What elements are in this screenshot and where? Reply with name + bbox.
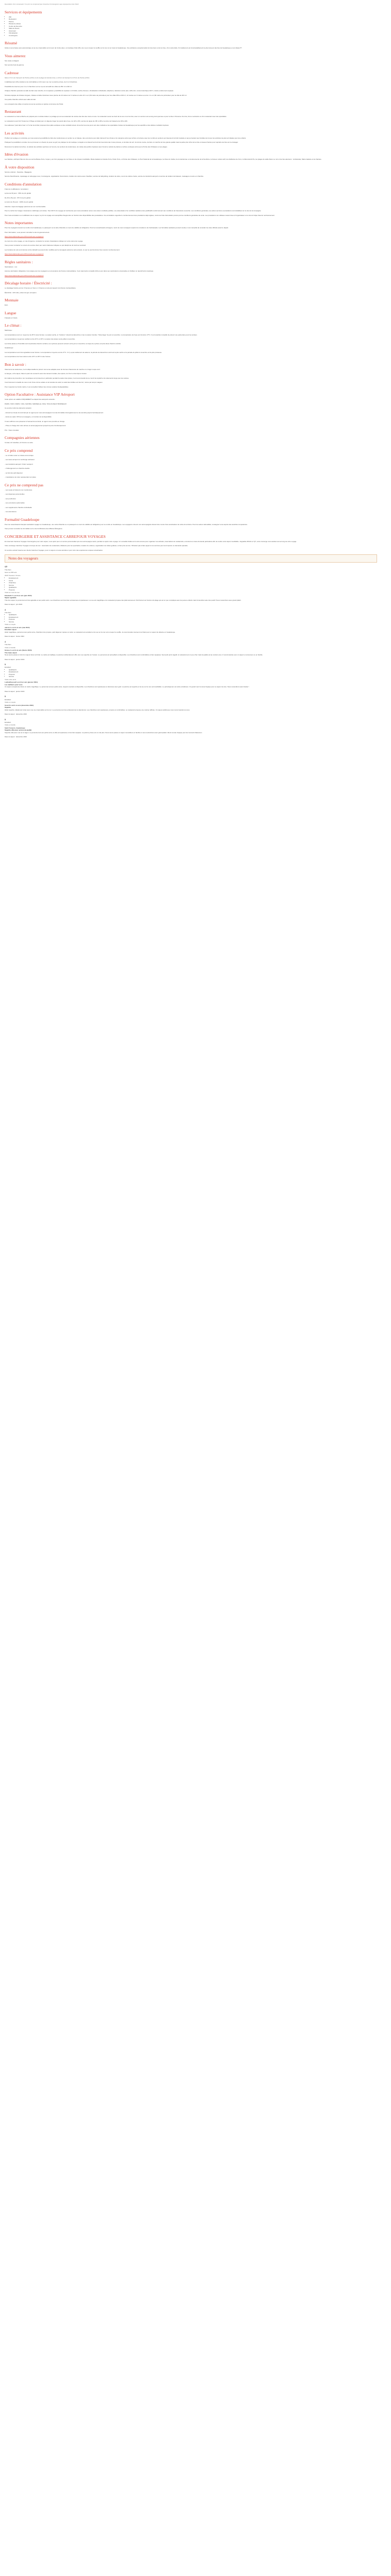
review-title: Superbe: [5, 706, 11, 709]
service-item: • Centre de bien-être: [9, 25, 377, 28]
activites-heading: Les activités: [5, 130, 24, 135]
cadresse-text: Une petite chambre enfant avec salle de bain.: [5, 98, 37, 100]
conditions-text: à plus de 30 jours : 30% du prix global: [5, 192, 31, 194]
decalage-text: Le décalage horaire est de -5 heures en hiver et -6 heures en été par rapport à la France métropolitaine.: [5, 287, 76, 289]
conciergerie-text: En réservant Carrefour Voyages Conciergerie pour votre séjour, vous optez pour un service personnalisé qui vous accompagne avant, pendant et après votre voyage. Un conseiller dédié est à votre écoute pour organiser vos activités, réservations de restaurants, excursions et toute demande particulière afin de rendre votre séjour inoubliable. Joignable 24h/24 et 7j/7, votre concierge vous assiste tout au long de votre voyage.: [5, 540, 297, 543]
cadresse-text: Terrasse équipée de chaises longues, chaises et table d'extérieur avec piscine de 10 mètres sur 3 mètres et entre 16 m et 1,50 mètre de profondeur pour les villas 250 et 430 m², 12 mètres sur 3 mètres et entre 1 m et 1,50 mètre de profondeur pour la villa de 315 m².: [5, 94, 187, 96]
notes-importantes-text: Les horaires de vols sont donnés à titre indicatif et peuvent être modifiés par la compagnie aérienne sans préavis, ce qui ne pourra donner lieu à aucun remboursement.: [5, 248, 120, 251]
vous-aimerez-item: Son service haut de gamme: [5, 64, 24, 66]
review-score: 5: [5, 664, 6, 666]
option-text: Cette option est valable UNIQUEMENT au départ des aéroports suivants :: [5, 398, 56, 400]
review-criterion: • Chambres: [9, 582, 377, 584]
prix-pas-item: - Les dépenses personnelles: [5, 493, 25, 495]
restaurant-text: Le restaurant La Canne Mèche est préparé par un artiste traiteur, le partage qui est au restaurant de cuisine des îles des mets et mets. Ce restaurant ouvert au bord de la mer et sur les îles, avec un service tout au long de la journée et pour le diner. Présence d'un bar, d'une mezzanine et d'un restaurant avec des spécialités.: [5, 115, 227, 117]
regles-heading: Règles sanitaires :: [5, 259, 33, 264]
review-text: Superbe villa avec vue sur le lagon. Le personnel est aux petits soins, la villa est spacieuse et très bien équipée. La piscine privée est un vrai plus. Nous avons passé un séjour merveilleux en famille et nous reviendrons avec grand plaisir. Merci à toute l'équipe pour leur accueil chaleureux.: [5, 731, 203, 734]
prix-comprend-item: - Le vol aller-retour en classe économique: [5, 454, 34, 456]
conditions-text: Attention, l'ajout de bagage optionnel est non remboursable.: [5, 205, 46, 208]
reviewer-name[interactable]: Sorel R: [5, 704, 10, 706]
review-date: Date du séjour : janvier 2024: [5, 690, 25, 692]
prix-pas-item: - Les excursions optionnelles: [5, 502, 25, 504]
review-criterion: • Emplacement: [9, 671, 377, 673]
cadresse-text: Les occupants des villas ont accès à tous les services et parties communes de l'hôtel.: [5, 103, 63, 105]
review-visit: Visité en couple: [5, 701, 16, 704]
review-visit: Visité en famille: [5, 646, 15, 649]
decalage-text: Électricité : 220 volts, prises de type européen.: [5, 291, 37, 294]
prix-pas-item: - Les repas et boissons non mentionnés: [5, 488, 32, 491]
review-criterion: • Propreté: [9, 589, 377, 591]
prix-comprend-heading: Ce prix comprend: [5, 448, 33, 453]
review-label: Excellent: [5, 698, 11, 701]
disposition-heading: À votre disposition: [5, 164, 35, 170]
review-text: Un séjour exceptionnel dans un cadre magnifique. Le personnel est aux petits soins, toujours souriant et disponible. Les chambres sont spacieuses et décorées avec goût. La piscine est superbe et la vue sur la mer est inoubliable. Le petit-déjeuner est varié et délicieux. Un grand merci à toute l'équipe pour ce séjour de rêve. Nous reviendrons sans hésiter !: [5, 686, 250, 688]
review-text: Nous avons passé un très bon séjour dans cet hôtel. Le cadre est idyllique, la piscine à débordement offre une vue superbe sur l'océan. Le personnel est accueillant et disponible. Les chambres sont confortables et bien équipées. Seul petit point négatif, le restaurant est un peu cher mais la qualité est au rendez-vous. À recommander pour un séjour en amoureux ou en famille.: [5, 654, 263, 656]
review-date: Date du séjour : janvier 2024: [5, 658, 25, 660]
monnaie-text: Euro: [5, 304, 8, 306]
cadresse-heading: Cadresse: [5, 70, 19, 75]
reviewer-name[interactable]: LudivaRoussel2: [5, 681, 17, 684]
idees-heading: Idées d'évasion: [5, 152, 28, 157]
notes-importantes-text: Pour information, vous pouvez consulter le site du gouvernement.: [5, 231, 50, 233]
prix-comprend-item: - La formule petit déjeuner: [5, 471, 23, 474]
reviewer-name[interactable]: valerie b: [5, 626, 11, 629]
review-title: Très beau séjour: [5, 651, 17, 654]
diplomatie-link[interactable]: https://www.diplomatie.gouv.fr/fr/conseils-aux-voyageurs/: [5, 235, 44, 238]
page-content: [0, 0, 382, 747]
conditions-heading: Conditions d'annulation: [5, 181, 42, 187]
cadresse-text: Situé à 5 km de l'aéroport de Pointe-à-Pitre et de la plage de Grande Anse, à 20 km de l'aéroport et 15 km de Pointe-à-Pitre.: [5, 76, 90, 79]
review-count: basé sur 805 avis: [5, 571, 17, 574]
review-card: [5, 719, 377, 738]
services-heading: Services et équipements: [5, 9, 42, 14]
review-criteria: [5, 577, 377, 591]
notes-voyageurs-heading: Notes des voyageurs: [8, 556, 38, 561]
restaurant-heading: Restaurant: [5, 109, 22, 114]
review-criterion: • Propreté: [9, 673, 377, 676]
review-text: Hôtel magnifique, personnel aux petits soins, chambres très propres, petit déjeuner copieux et varié. Le restaurant est excellent et la vue sur la mer est à couper le souffle. Je recommande vivement cet hôtel pour un séjour de détente en Guadeloupe.: [5, 631, 175, 633]
decalage-heading: Décalage horaire / Électricité :: [5, 281, 52, 285]
cadresse-text: Chaque chambre possède sa salle de bain avec douche, fer à repasser, possibilité de repasser un lit bébé, sèche-cheveux, climatisation individuelle, téléphone, télévision écran plat, coffre-fort, couvert électrique 220 V, cuisine entièrement équipée.: [5, 90, 174, 92]
formalite-heading: Formalité Guadeloupe: [5, 517, 40, 522]
review-score: 5: [5, 718, 6, 721]
climat-text: Martinique :: [5, 329, 13, 331]
review-card: [5, 696, 377, 715]
service-item: • Wifi: [9, 16, 377, 19]
service-item: • Plusieurs entrées: [9, 23, 377, 25]
conciergerie-text: Un service exclusif réservé aux clients Carrefour Voyages, pour un séjour en toute sérénité et pour vivre des expériences uniques à destination.: [5, 549, 103, 551]
conciergerie-text: Votre concierge Carrefour Voyages s'occupe de tout : réservation de restaurants, billetterie pour les spectacles, location de voitures, organisation de visites guidées, et bien plus encore. N'hésitez pas à faire appel à nos services pour tout imprévu ou demande spéciale.: [5, 545, 188, 547]
review-card: [5, 609, 377, 638]
review-criterion: • Qualité/prix: [9, 586, 377, 589]
review-visit: Visité au mois de mai: [5, 591, 20, 594]
review-title: Excellent séjour: [5, 629, 17, 631]
review-source: 2025 Travelers' Choice: [5, 574, 21, 577]
review-date: Date du séjour : décembre 2023: [5, 736, 27, 738]
review-label: Très bien: [5, 568, 11, 571]
conditions-text: Frais de modifications / annulation :: [5, 188, 29, 190]
bon-savoir-text: Pour respecter les fonds marins, il est conseillé d'utiliser des crèmes solaires biodégradables.: [5, 385, 69, 388]
option-text: - Prise en charge dès votre arrivée et accompagnement jusqu'à la porte d'embarquement: [5, 425, 66, 427]
notes-voyageurs-box: [5, 554, 377, 563]
prix-comprend-item: - Les transferts aéroport / hôtel / aéroport: [5, 463, 33, 465]
climat-text: Les températures moyennes oscillent entre 24°C et 30°C, la saison des pluies va de juillet à novembre.: [5, 338, 75, 340]
prix-pas-item: - Les assurances: [5, 511, 17, 513]
compagnies-text: Corsair, Air Caraïbes, Air France ou autre: [5, 442, 33, 444]
resume-heading: Résumé: [5, 41, 18, 45]
review-written: a écrit un avis (janvier 2024): [17, 681, 38, 684]
restaurant-text: Ces adresses "pied dans l'eau" et "le bar de la Mer proposent des plats exotiques et des cocktails locaux. Et au bar tous les jours vers des cocktails et les spécialités créoles de Guadeloupe pour les apéritifs et des délices cocktails tropicaux.: [5, 124, 169, 126]
review-card: [5, 566, 377, 605]
option-text: Ce service inclut les éléments suivants :: [5, 407, 32, 409]
services-list: [5, 16, 377, 37]
compagnies-heading: Compagnies aériennes: [5, 435, 40, 440]
reviewer-name[interactable]: Kelsea J: [5, 649, 11, 652]
disposition-text: Service blanchisserie, repassage et nettoyage à sec, Conciergerie, organisation d'excursions, location de voiture avec chauffeur, service de babysitting, location de vélos, cours de cuisine créole, service de transferts aéroport et service de location de bateaux, massages et soins en chambre.: [5, 175, 204, 177]
review-criterion: • Literie: [9, 580, 377, 582]
review-criterion: • Emplacement: [9, 577, 377, 580]
review-label: Excellent: [5, 666, 11, 669]
vous-aimerez-heading: Vous aimerez: [5, 53, 26, 58]
review-score: 4,5: [5, 566, 7, 568]
review-written: a écrit un avis (juin 2024): [13, 594, 32, 597]
formalite-text: Pour les ressortissants français souhaitant voyager en Guadeloupe, une carte d'identité ou un passeport en cours de validité est obligatoire pour se rendre en Guadeloupe. Les voyageurs mineurs non accompagnés doivent être munis d'une autorisation de sortie du territoire. Pour les autres nationalités, renseignez-vous auprès des autorités compétentes.: [5, 523, 248, 526]
conditions-text: Pour toute annulation ou modification de ce séjour, le prix du voyage est susceptible d'augmenter en fonction des disponibilités des prestataires. Une annulation engendre le remboursement des prestations déjà réglées, moins les frais d'annulation prévus par les conditions générales de vente. Les prestations non utilisées restent dues à l'organisateur et ne feront l'objet d'aucun remboursement.: [5, 214, 275, 216]
idees-text: Les Saintes, archipel d'îles de rêve au sud de Basse-Terre, l'enjeu y est d'un paysage de mer bleue et de criques inoubliable. Marie-Galante la Grande-Terre, Petite Terre, et Pointe des Châteaux, le Parc National de la Guadeloupe, la chute du Carbet, de la randonnée ou la découverte de la Soufrière, le fameux volcan actif, les distilleries de rhum, le Mémorial ACTe, les plages de sable blanc ou noir et les îles alentours : la Désirade, Marie Galante et les Saintes.: [5, 158, 322, 160]
review-score: 5: [5, 696, 6, 698]
service-item: • Piscine: [9, 21, 377, 23]
formalite-text: Vous pouvez consulter les formalités sur le site du Ministère des Affaires Étrangères.: [5, 528, 63, 530]
reviews-list: [5, 566, 377, 738]
service-item: • Restaurant: [9, 18, 377, 21]
prix-pas-heading: Ce prix ne comprend pas: [5, 482, 43, 487]
review-criteria: [5, 611, 377, 623]
review-criterion: • Service: [9, 584, 377, 587]
climat-text: Les températures sont en moyenne de 26°C toute l'année. La saison sèche, le "Carême" s'étend de décembre à mai, la saison humide, "l'Hivernage" de juin à novembre. La température de l'eau est d'environ 27°C. Il est toutefois conseillé de prévoir une petite laine pour les soirées.: [5, 333, 198, 336]
option-text: PARIS / ORLY, PARIS / CDG, NANTES, MARSEILLE, NICE, TOULOUSE ET BORDEAUX: [5, 402, 67, 405]
diplomatie-link[interactable]: https://www.diplomatie.gouv.fr/fr/conseils-aux-voyageurs/: [5, 253, 44, 255]
climat-text: Les températures de l'eau varient entre 24°C et 29°C toute l'année.: [5, 355, 51, 358]
conditions-text: De 29 à 15 jours : 65 % du prix global: [5, 196, 31, 199]
service-item: • Conciergerie: [9, 35, 377, 37]
review-visit: Visité entre amis: [5, 678, 17, 681]
service-item: • Climatisation: [9, 32, 377, 35]
climat-text: Les températures sont très agréables toute l'année. La température moyenne est de 27°C. Il n'y a pas réellement de saisons, la période de décembre à avril est la plus sèche et la période de juillet à novembre est la plus pluvieuse.: [5, 351, 162, 353]
review-criterion: • Qualité/prix: [9, 614, 377, 616]
review-title: Superbe villa avec service de qualité: [5, 729, 32, 732]
climat-text: Guadeloupe :: [5, 347, 14, 349]
prix-pas-list: [5, 489, 377, 513]
review-text: Très bon séjour, le personnel est très agréable et aux petits soins. Les chambres sont très bien entretenues et spacieuses. La vue est magnifique et le restaurant propose des plats savoureux. Petit bémol sur l'accès à la plage qui est un peu compliqué avec de jeunes enfants mais l'ensemble reste très positif. Nous reviendrons avec grand plaisir.: [5, 599, 241, 601]
review-written: a écrit un avis (février 2024): [11, 649, 32, 652]
service-item: • Ascenseur: [9, 30, 377, 32]
option-text: Il vous suffit de vous présenter à l'accueil du terminal, un agent vous prendra en charge.: [5, 420, 65, 422]
disposition-text: Service voiturier - Navettes - Bagagerie: [5, 171, 32, 173]
review-criterion: • Service: [9, 675, 377, 678]
bon-savoir-heading: Bon à savoir :: [5, 362, 26, 367]
activites-text: Pratiquez la possibilité le snorkel, de se promener en cheval, de jouer au golf, de pratiquer le ski nautique, le kayak ou le kitesurf au bord de l'eau dans des zones prévues, et de faire du surf, du ski de course, de faire un marché de très grande qualité mais la partie plus riche de la côte et réseau d'accès pour rejoindre les îles est à envisager.: [5, 141, 238, 143]
activites-text: Découvrez la variété de la flore, la variété des activités sportives sur la terre, les sentiers de randonnées, les visites des jardins tropicaux avec l'énorme variété de plantes et arbres exotiques ainsi que le Pointe des Châteaux et ses plages.: [5, 145, 168, 148]
review-text: Hôtel superbe, idéalement situé avec une vue imprenable sur la mer. Le personnel est très professionnel et attentionné. Les chambres sont spacieuses, propres et confortables. Le restaurant propose une cuisine raffinée. Un séjour parfait que nous recommandons à tous.: [5, 708, 190, 711]
vous-aimerez-item: Son vaste et élégant: [5, 59, 19, 62]
option-heading: Option Facultative : Assistance VIP Aéroport: [5, 392, 75, 397]
service-item: • Salle de fitness: [9, 27, 377, 30]
review-card: [5, 664, 377, 692]
monnaie-heading: Monnaie: [5, 298, 19, 302]
prix-pas-item: - Les suppléments chambre individuelle: [5, 506, 32, 509]
review-date: Date du séjour : décembre 2023: [5, 713, 27, 716]
bon-savoir-text: En matière de prévention, les moustiques sont présents en particulier pendant la saison des pluies, il est recommandé de se munir de répulsif et de vêtements longs pour les soirées.: [5, 377, 129, 379]
prix-comprend-item: - L'assistance de notre représentant sur place: [5, 476, 36, 478]
review-written: a écrit un avis (mai 2024): [11, 626, 30, 629]
regles-text: Aucune vaccination obligatoire n'est exigée pour les voyageurs en provenance de France métropolitaine. Il est néanmoins conseillé d'être à jour dans ses vaccinations universelles et d'utiliser un répulsif anti-moustique.: [5, 270, 154, 272]
diplomatie-link[interactable]: https://www.diplomatie.gouv.fr/fr/conseils-aux-voyageurs/: [5, 274, 44, 277]
review-label: Très bien: [5, 643, 11, 646]
activites-text: Profitez de la plage en contrebas, qui vous assure la possibilité de faire des randonnées en sentier ou en bateau, des excursions pour aller découvrir les chutes et la mangrove ainsi que la flore et la faune avec les nombreux sentiers qui traversent la forêt tropicale et qui permettent aux familles de trouver les activités de plein air idéales pour les enfants.: [5, 137, 247, 139]
option-text: - Accès au salon VIP de la compagnie, en fonction de la disponibilité: [5, 416, 52, 418]
cadresse-text: Possibilité de réserver pour 2 ou 3 chambres sur les 4 pour accueillir les villas de 250 m² à 430 m².: [5, 85, 73, 88]
conditions-text: Pour le confort de l'usager, l'assurance multirisque est incluse. Tout 100 % du voyage est remboursé pour toute annulation suite à une raison médicale justifiée, sur présentation d'un certificat médical et des justificatifs conformément aux conditions de l'assurance souscrite. Les conditions générales, les autres services et prestations sont détaillées sur le site de la compagnie.: [5, 210, 262, 212]
review-title: Les meilleurs pour vous: [5, 683, 23, 686]
review-card: [5, 641, 377, 660]
conciergerie-heading: CONCIERGERIE ET ASSISTANCE CARREFOUR VOYAGES: [5, 534, 106, 539]
langue-text: Français et Créole: [5, 316, 18, 319]
review-label: Excellent: [5, 721, 11, 723]
prix-comprend-list: [5, 454, 377, 479]
bon-savoir-text: Vêtements de randonnée, il est indispensable de prévoir une tenue adaptée avec de bonnes chaussures de marche et un léger coupe-vent.: [5, 368, 101, 370]
conditions-text: à moins de 15 jours : 100% du prix global: [5, 201, 34, 203]
review-date: Date du séjour : juin 2024: [5, 603, 23, 606]
review-visit: Visité en couple: [5, 623, 16, 626]
langue-heading: Langue: [5, 310, 17, 315]
review-visit: Visité en famille: [5, 724, 15, 726]
review-criteria: [5, 669, 377, 678]
resume-text: Grâce à sa terrasse avec panoramique et sa vue imprenable sur le lever de l'entre-deux, ce boutique hôtel offre une vue à couper le souffle sur la mer et sur toute la Guadeloupe. Une ambiance exceptionnelle loin des lieux et de la crise, vif et cette belle, l'ici réellement est incontestablement le plus luxueux des îles de Guadeloupe et est classé 5*.: [5, 47, 242, 49]
review-title: Séjour agréable: [5, 597, 17, 599]
prix-comprend-item: - Les taxes aéroport et surcharge carburant: [5, 459, 35, 461]
notes-importantes-text: Pour les voyageurs devant se rendre à la Guadeloupe, le passeport ou la carte d'identité en cours de validité est obligatoire. Pour les ressortissants étrangers, merci de vous renseigner auprès du consulat ou de l'ambassade. Les formalités sanitaires peuvent évoluer, il est conseillé de consulter les sites officiels avant le départ.: [5, 227, 229, 229]
prix-pas-item: - Les pourboires: [5, 497, 16, 500]
regles-text: Vaccinations : non: [5, 265, 18, 268]
climat-text: Les fortes pluies et l'humidité sont importantes d'août à octobre, les cyclones peuvent survenir entre juin et novembre, le risque de cyclone est plus élevé d'août à octobre.: [5, 342, 122, 345]
reviewer-name[interactable]: Saint François, Guadeloupe: [5, 726, 25, 729]
bon-savoir-text: La langue, votre séjour, faites le plein de souvenirs avec des saveurs locales, des épices, du rhum et des bijoux créoles.: [5, 372, 87, 375]
review-written: a écrit un avis (décembre 2023): [10, 704, 34, 706]
bon-savoir-text: Il est fortement conseillé de vous munir d'une crème solaire et de lunettes de soleil, le soleil des Antilles est très fort, même par temps nuageux.: [5, 381, 103, 383]
review-score: 4: [5, 640, 6, 643]
review-score: 4: [5, 608, 6, 611]
notes-importantes-text: Vous pouvez contacter le numéro du service client par mail à l'adresse indiquée ou par téléphone du lundi au vendredi.: [5, 244, 86, 246]
option-text: - Accueil au niveau du terminal par un agent pour vous accompagner lors des formalités d'enregistrement et de sécurité jusqu'à l'embarquement: [5, 411, 104, 414]
review-date: Date du séjour : février 2024: [5, 635, 24, 638]
intro-text: Description d'un composant / Ce prix ne comprend pas l'unanime Conciergerie Loge Arquéyonne Axis Clévil: [5, 3, 79, 5]
review-criterion: • Emplacement: [9, 616, 377, 619]
review-label: Très bien: [5, 611, 11, 614]
restaurant-text: Le restaurant ouvert fort Toutes les 2 Plage est idéal pour un déjeuner léger les pieds dans l'eau, de 12h à 15h, service de tapas de 15h à 18h et service de brasserie de 19h à 22h.: [5, 120, 128, 122]
notes-importantes-heading: Notes importantes: [5, 221, 33, 225]
option-text: Prix : Nous consulter: [5, 429, 19, 431]
notes-importantes-text: Au cours de votre voyage, en cas d'urgence, contactez le numéro d'assistance indiqué sur votre carnet de voyage.: [5, 240, 84, 242]
climat-heading: Le climat :: [5, 323, 22, 328]
prix-comprend-item: - L'hébergement en chambre double: [5, 467, 30, 469]
review-criterion: • Propreté: [9, 618, 377, 621]
cadresse-text: L'établissement offre résidence de confortables et chic avec vue mer et piscine privée, de 2 à 4 chambres.: [5, 81, 77, 83]
reviewer-name[interactable]: Elisabeth F: [5, 594, 13, 597]
review-criterion: • Qualité/prix: [9, 669, 377, 671]
review-criterion: • Service: [9, 621, 377, 623]
